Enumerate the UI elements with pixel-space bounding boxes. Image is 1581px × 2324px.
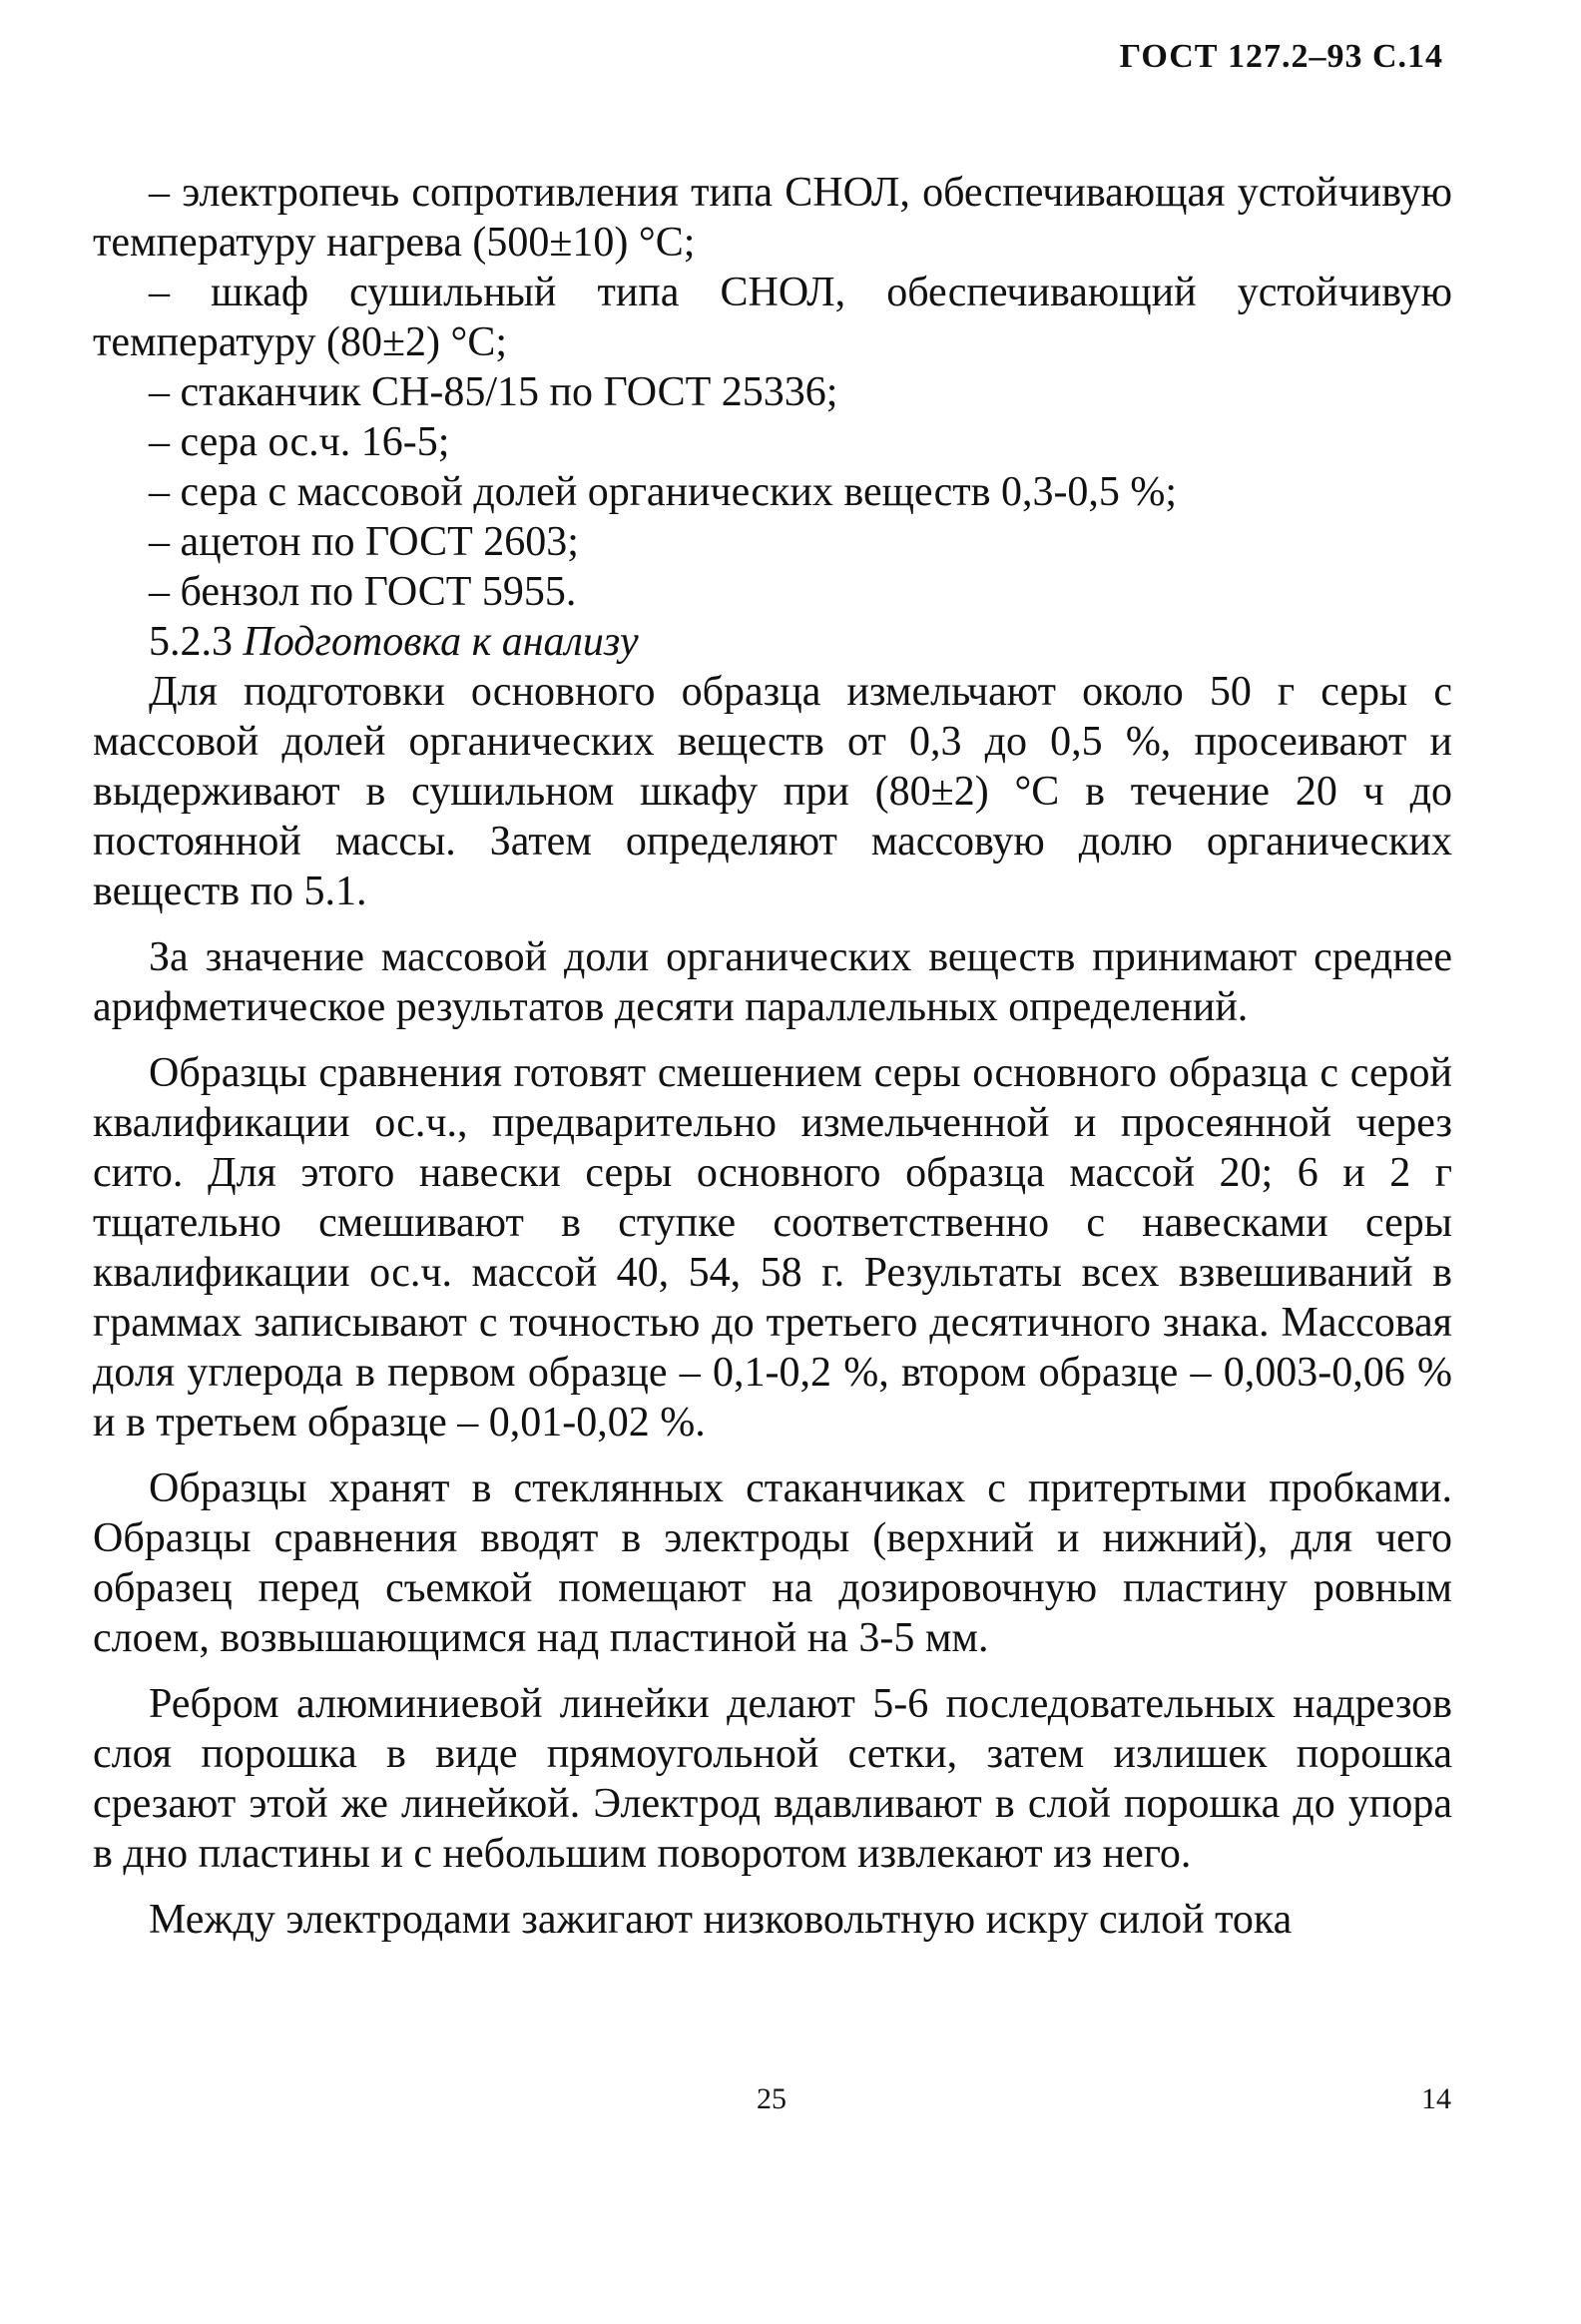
paragraph: Между электродами зажигают низковольтную искру силой тока: [149, 1897, 1293, 1943]
list-item: – шкаф сушильный типа СНОЛ, обеспечивающий устойчивую температуру (80±2) °С;: [93, 270, 1452, 365]
section-title: Подготовка к анализу: [243, 619, 639, 665]
list-item: – сера ос.ч. 16-5;: [149, 419, 450, 465]
page-header: ГОСТ 127.2–93 С.14: [1119, 38, 1443, 75]
section-number: 5.2.3: [149, 619, 233, 665]
paragraph: Образцы сравнения готовят смешением серы основного образца с серой квалификации ос.ч., предварительно измельченной и просеянной через сито. Для этого навески серы основного образца массой 20; 6 и 2 г тщательно смешивают в ступке соответственно с навесками серы квалификации ос.ч. массой 40, 54, 58 г. Результаты всех взвешиваний в граммах записывают с точностью до третьего десятичного знака. Массовая доля углерода в первом образце – 0,1-0,2 %, втором образце – 0,003-0,06 % и в третьем образце – 0,01-0,02 %.: [93, 1050, 1452, 1446]
section-heading: [93, 617, 1452, 667]
footer-sheet-number: 25: [757, 2082, 787, 2115]
list-item: – ацетон по ГОСТ 2603;: [149, 519, 579, 565]
list-item: – электропечь сопротивления типа СНОЛ, обеспечивающая устойчивую температуру нагрева (500±10) °С;: [93, 170, 1452, 266]
paragraph: Ребром алюминиевой линейки делают 5-6 последовательных надрезов слоя порошка в виде прямоугольной сетки, затем излишек порошка срезают этой же линейкой. Электрод вдавливают в слой порошка до упора в дно пластины и с небольшим поворотом извлекают из него.: [93, 1681, 1452, 1877]
paragraph: За значение массовой доли органических веществ принимают среднее арифметическое результатов десяти параллельных определений.: [93, 934, 1452, 1030]
list-item: – сера с массовой долей органических веществ 0,3-0,5 %;: [149, 469, 1178, 515]
footer-page-number: 14: [1421, 2082, 1451, 2115]
page-content: [93, 168, 1452, 1945]
paragraph: Образцы хранят в стеклянных стаканчиках с притертыми пробками. Образцы сравнения вводят в электроды (верхний и нижний), для чего образец перед съемкой помещают на дозировочную пластину ровным слоем, возвышающимся над пластиной на 3-5 мм.: [93, 1465, 1452, 1661]
list-item: – стаканчик СН-85/15 по ГОСТ 25336;: [149, 369, 838, 415]
list-item: – бензол по ГОСТ 5955.: [149, 569, 577, 615]
paragraph: Для подготовки основного образца измельчают около 50 г серы с массовой долей органических веществ от 0,3 до 0,5 %, просеивают и выдерживают в сушильном шкафу при (80±2) °С в течение 20 ч до постоянной массы. Затем определяют массовую долю органических веществ по 5.1.: [93, 669, 1452, 914]
